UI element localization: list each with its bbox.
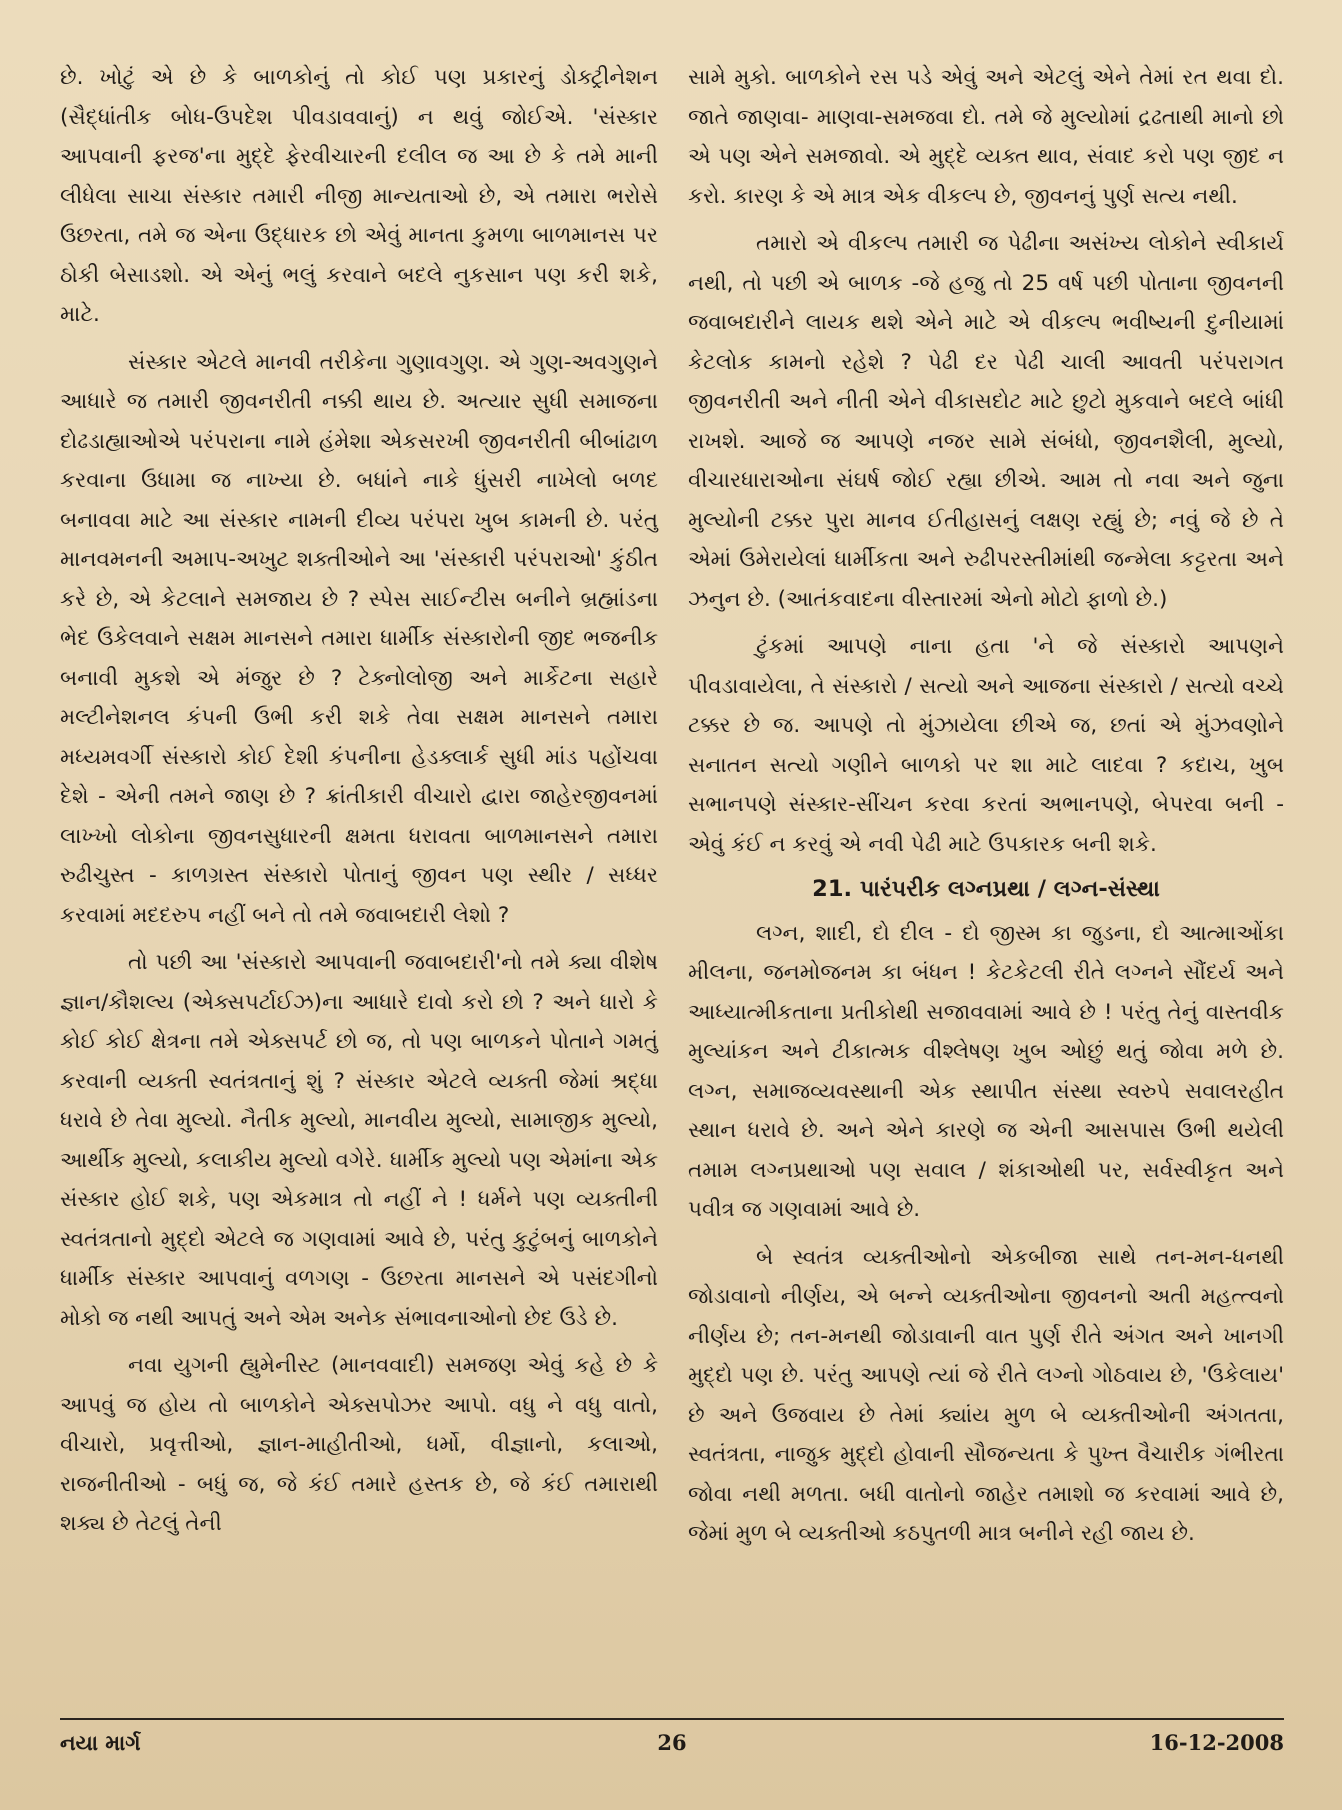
paragraph: તમારો એ વીકલ્પ તમારી જ પેઢીના અસંખ્ય લોકોને સ્વીકાર્ય નથી, તો પછી એ બાળક -જે હજુ તો 25 વર્ષ પછી પોતાના જીવનની જવાબદારીને લાયક થશે એને માટે એ વીકલ્પ ભવીષ્યની દુનીયામાં કેટલોક કામનો રહેશે ? પેઢી દર પેઢી ચાલી આવતી પરંપરાગત જીવનરીતી અને નીતી એને વીકાસદોટ માટે છુટો મુકવાને બદલે બાંધી રાખશે. આજે જ આપણે નજર સામે સંબંધો, જીવનશૈલી, મુલ્યો, વીચારધારાઓના સંઘર્ષ જોઈ રહ્યા છીએ. આમ તો નવા અને જુના મુલ્યોની ટક્કર પુરા માનવ ઈતીહાસનું લક્ષણ રહ્યું છે; નવું જે છે તે એમાં ઉમેરાયેલાં ધાર્મીકતા અને રુઢીપરસ્તીમાંથી જન્મેલા કટ્ટરતા અને ઝનુન છે. (આતંકવાદના વીસ્તારમાં એનો મોટો ફાળો છે.) [688, 231, 1284, 612]
paragraph: છે. ખોટું એ છે કે બાળકોનું તો કોઈ પણ પ્રકારનું ડોક્ટ્રીનેશન (સૈદ્ધાંતીક બોધ-ઉપદેશ પીવડાવવાનું) ન થવું જોઈએ. 'સંસ્કાર આપવાની ફરજ'ના મુદ્દે ફેરવીચારની દલીલ જ આ છે કે તમે માની લીધેલા સાચા સંસ્કાર તમારી નીજી માન્યતાઓ છે, એ તમારા ભરોસે ઉછરતા, તમે જ એના ઉદ્ધારક છો એવું માનતા કુમળા બાળમાનસ પર ઠોકી બેસાડશો. એ એનું ભલું કરવાને બદલે નુકસાન પણ કરી શકે, માટે. [60, 65, 658, 327]
left-column [60, 58, 658, 1544]
page-number: 26 [657, 1730, 687, 1755]
paragraph: નવા યુગની હ્યુમેનીસ્ટ (માનવવાદી) સમજણ એવું કહે છે કે આપવું જ હોય તો બાળકોને એક્સપોઝર આપો. વધુ ને વધુ વાતો, વીચારો, પ્રવૃત્તીઓ, જ્ઞાન-માહીતીઓ, ધર્મો, વીજ્ઞાનો, કલાઓ, રાજનીતીઓ - બધું જ, જે કંઈ તમારે હસ્તક છે, જે કંઈ તમારાથી શક્ય છે તેટલું તેની [60, 1353, 658, 1536]
paragraph: તો પછી આ 'સંસ્કારો આપવાની જવાબદારી'નો તમે ક્યા વીશેષ જ્ઞાન/કૌશલ્ય (એક્સપર્ટાઈઝ)ના આધારે દાવો કરો છો ? અને ધારો કે કોઈ કોઈ ક્ષેત્રના તમે એક્સપર્ટ છો જ, તો પણ બાળકને પોતાને ગમતું કરવાની વ્યક્તી સ્વતંત્રતાનું શું ? સંસ્કાર એટલે વ્યક્તી જેમાં શ્રદ્ધા ધરાવે છે તેવા મુલ્યો. નૈતીક મુલ્યો, માનવીય મુલ્યો, સામાજીક મુલ્યો, આર્થીક મુલ્યો, કલાકીય મુલ્યો વગેરે. ધાર્મીક મુલ્યો પણ એમાંના એક સંસ્કાર હોઈ શકે, પણ એકમાત્ર તો નહીં ને ! ધર્મને પણ વ્યક્તીની સ્વતંત્રતાનો મુદ્દો એટલે જ ગણવામાં આવે છે, પરંતુ કુટુંબનું બાળકોને ધાર્મીક સંસ્કાર આપવાનું વળગણ - ઉછરતા માનસને એ પસંદગીનો મોકો જ નથી આપતું અને એમ અનેક સંભાવનાઓનો છેદ ઉડે છે. [60, 950, 658, 1331]
paragraph: લગ્ન, શાદી, દો દીલ - દો જીસ્મ કા જુડના, દો આત્માઓંકા મીલના, જનમોજનમ કા બંધન ! કેટકેટલી રીતે લગ્નને સૌંદર્ય અને આધ્યાત્મીકતાના પ્રતીકોથી સજાવવામાં આવે છે ! પરંતુ તેનું વાસ્તવીક મુલ્યાંકન અને ટીકાત્મક વીશ્લેષણ ખુબ ઓછું થતું જોવા મળે છે. લગ્ન, સમાજવ્યવસ્થાની એક સ્થાપીત સંસ્થા સ્વરુપે સવાલરહીત સ્થાન ધરાવે છે. અને એને કારણે જ એની આસપાસ ઉભી થયેલી તમામ લગ્નપ્રથાઓ પણ સવાલ / શંકાઓથી પર, સર્વસ્વીકૃત અને પવીત્ર જ ગણવામાં આવે છે. [688, 920, 1284, 1222]
paragraph: બે સ્વતંત્ર વ્યક્તીઓનો એકબીજા સાથે તન-મન-ધનથી જોડાવાનો નીર્ણય, એ બન્ને વ્યક્તીઓના જીવનનો અતી મહત્ત્વનો નીર્ણય છે; તન-મનથી જોડાવાની વાત પુર્ણ રીતે અંગત અને ખાનગી મુદ્દો પણ છે. પરંતુ આપણે ત્યાં જે રીતે લગ્નો ગોઠવાય છે, 'ઉકેલાય' છે અને ઉજવાય છે તેમાં ક્યાંય મુળ બે વ્યક્તીઓની અંગતતા, સ્વતંત્રતા, નાજુક મુદ્દો હોવાની સૌજન્યતા કે પુખ્ત વૈચારીક ગંભીરતા જોવા નથી મળતા. બધી વાતોનો જાહેર તમાશો જ કરવામાં આવે છે, જેમાં મુળ બે વ્યક્તીઓ કઠપુતળી માત્ર બનીને રહી જાય છે. [688, 1244, 1284, 1546]
footer-divider [60, 1718, 1284, 1720]
paragraph: સામે મુકો. બાળકોને રસ પડે એવું અને એટલું એને તેમાં રત થવા દો. જાતે જાણવા- માણવા-સમજવા દો. તમે જે મુલ્યોમાં દ્રઢતાથી માનો છો એ પણ એને સમજાવો. એ મુદ્દે વ્યક્ત થાવ, સંવાદ કરો પણ જીદ ન કરો. કારણ કે એ માત્ર એક વીકલ્પ છે, જીવનનું પુર્ણ સત્ય નથી. [688, 65, 1284, 209]
publication-name: નયા માર્ગ [60, 1730, 141, 1755]
section-heading: 21. પારંપરીક લગ્નપ્રથા / લગ્ન-સંસ્થા [812, 876, 1160, 902]
right-column [688, 58, 1284, 1554]
paragraph: ટુંકમાં આપણે નાના હતા 'ને જે સંસ્કારો આપણને પીવડાવાયેલા, તે સંસ્કારો / સત્યો અને આજના સંસ્કારો / સત્યો વચ્ચે ટક્કર છે જ. આપણે તો મુંઝાયેલા છીએ જ, છતાં એ મુંઝવણોને સનાતન સત્યો ગણીને બાળકો પર શા માટે લાદવા ? કદાચ, ખુબ સભાનપણે સંસ્કાર-સીંચન કરવા કરતાં અભાનપણે, બેપરવા બની - એવું કંઈ ન કરવું એ નવી પેઢી માટે ઉપકારક બની શકે. [688, 634, 1284, 857]
issue-date: 16-12-2008 [1149, 1730, 1284, 1755]
paragraph: સંસ્કાર એટલે માનવી તરીકેના ગુણાવગુણ. એ ગુણ-અવગુણને આધારે જ તમારી જીવનરીતી નક્કી થાય છે. અત્યાર સુધી સમાજના દોઢડાહ્યાઓએ પરંપરાના નામે હંમેશા એકસરખી જીવનરીતી બીબાંઢાળ કરવાના ઉધામા જ નાખ્યા છે. બધાંને નાકે ધુંસરી નાખેલો બળદ બનાવવા માટે આ સંસ્કાર નામની દીવ્ય પરંપરા ખુબ કામની છે. પરંતુ માનવમનની અમાપ-અખુટ શક્તીઓને આ 'સંસ્કારી પરંપરાઓ' કુંઠીત કરે છે, એ કેટલાને સમજાય છે ? સ્પેસ સાઈન્ટીસ બનીને બ્રહ્માંડના ભેદ ઉકેલવાને સક્ષમ માનસને તમારા ધાર્મીક સંસ્કારોની જીદ ભજનીક બનાવી મુકશે એ મંજુર છે ? ટેક્નોલોજી અને માર્કેટના સહારે મલ્ટીનેશનલ કંપની ઉભી કરી શકે તેવા સક્ષમ માનસને તમારા મધ્યમવર્ગી સંસ્કારો કોઈ દેશી કંપનીના હેડક્લાર્ક સુધી માંડ પહોંચવા દેશે - એની તમને જાણ છે ? ક્રાંતીકારી વીચારો દ્વારા જાહેરજીવનમાં લાખ્ખો લોકોના જીવનસુધારની ક્ષમતા ધરાવતા બાળમાનસને તમારા રુઢીચુસ્ત - કાળગ્રસ્ત સંસ્કારો પોતાનું જીવન પણ સ્થીર / સધ્ધર કરવામાં મદદરુપ નહીં બને તો તમે જવાબદારી લેશો ? [60, 349, 658, 928]
